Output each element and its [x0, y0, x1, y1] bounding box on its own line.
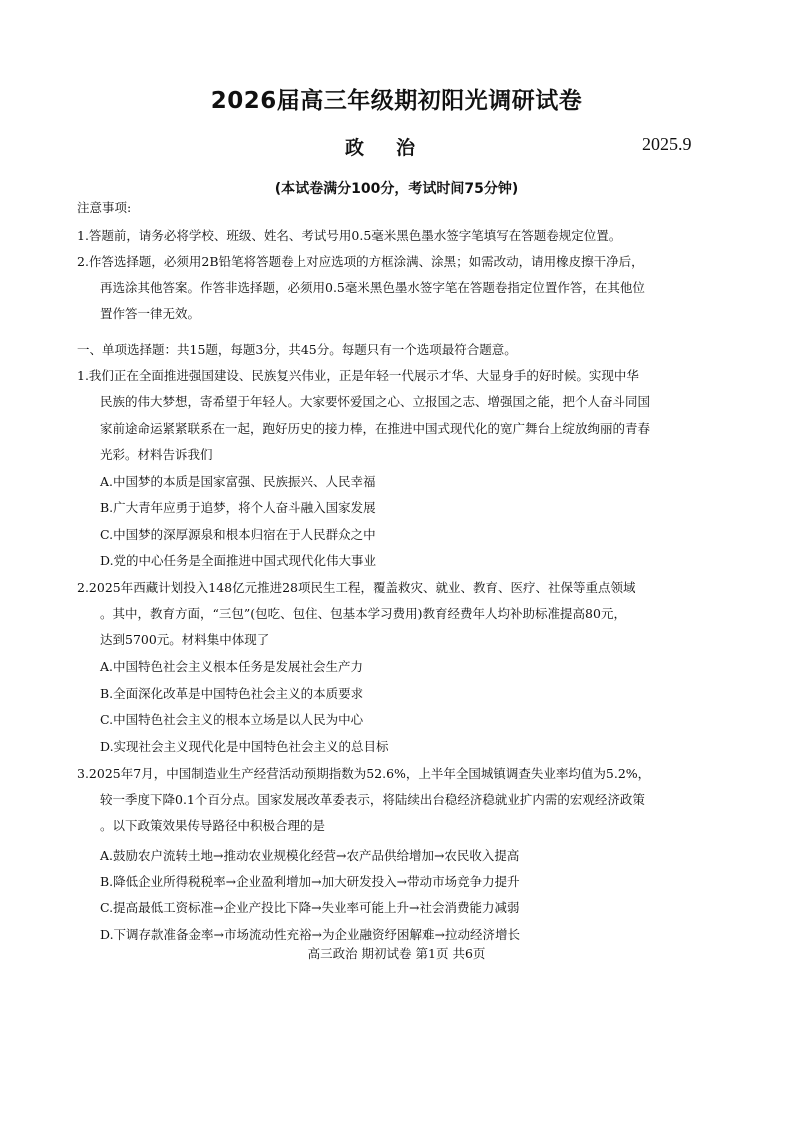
question-3-line: 。以下政策效果传导路径中积极合理的是: [100, 818, 326, 833]
note-line: 2.作答选择题，必须用2B铅笔将答题卷上对应选项的方框涂满、涂黑；如需改动，请用橡皮擦干净后，: [77, 254, 644, 269]
section-heading: 一、单项选择题：共15题，每题3分，共45分。每题只有一个选项最符合题意。: [77, 342, 517, 357]
question-2-line: 。其中，教育方面，“三包”(包吃、包住、包基本学习费用)教育经费年人均补助标准提高80元，: [100, 606, 626, 621]
question-3-line: 较一季度下降0.1个百分点。国家发展改革委表示，将陆续出台稳经济稳就业扩内需的宏观经济政策: [100, 792, 645, 807]
question-2-option-a[interactable]: A.中国特色社会主义根本任务是发展社会生产力: [100, 659, 364, 674]
question-2-option-c[interactable]: C.中国特色社会主义的根本立场是以人民为中心: [100, 712, 364, 727]
question-3-option-d[interactable]: D.下调存款准备金率→市场流动性充裕→为企业融资纾困解难→拉动经济增长: [100, 927, 520, 942]
notes-title: 注意事项:: [77, 200, 132, 215]
question-2-option-d[interactable]: D.实现社会主义现代化是中国特色社会主义的总目标: [100, 739, 389, 754]
question-2-line: 达到5700元。材料集中体现了: [100, 632, 270, 647]
question-1-line: 家前途命运紧紧联系在一起，跑好历史的接力棒，在推进中国式现代化的宽广舞台上绽放绚丽的青春: [100, 421, 651, 436]
question-1-line: 1.我们正在全面推进强国建设、民族复兴伟业，正是年轻一代展示才华、大显身手的好时候。实现中华: [77, 368, 639, 383]
question-3-line: 3.2025年7月，中国制造业生产经营活动预期指数为52.6%，上半年全国城镇调查失业率均值为5.2%，: [77, 766, 651, 781]
question-1-line: 民族的伟大梦想，寄希望于年轻人。大家要怀爱国之心、立报国之志、增强国之能，把个人奋斗同国: [100, 394, 651, 409]
question-1-option-a[interactable]: A.中国梦的本质是国家富强、民族振兴、人民幸福: [100, 474, 376, 489]
page-footer: 高三政治 期初试卷 第1页 共6页: [307, 946, 486, 961]
question-1-option-d[interactable]: D.党的中心任务是全面推进中国式现代化伟大事业: [100, 553, 377, 568]
question-2-option-b[interactable]: B.全面深化改革是中国特色社会主义的本质要求: [100, 686, 364, 701]
question-2-line: 2.2025年西藏计划投入148亿元推进28项民生工程，覆盖救灾、就业、教育、医疗、社保等重点领域: [77, 580, 636, 595]
exam-title: 2026届高三年级期初阳光调研试卷: [210, 88, 583, 114]
note-line: 再选涂其他答案。作答非选择题，必须用0.5毫米黑色墨水签字笔在答题卷指定位置作答，在其他位: [100, 280, 645, 295]
subject-label: 政治: [345, 137, 448, 159]
exam-date: 2025.9: [642, 134, 692, 154]
question-1-line: 光彩。材料告诉我们: [100, 447, 213, 462]
question-1-option-b[interactable]: B.广大青年应勇于追梦，将个人奋斗融入国家发展: [100, 500, 376, 515]
note-line: 置作答一律无效。: [100, 306, 201, 321]
question-1-option-c[interactable]: C.中国梦的深厚源泉和根本归宿在于人民群众之中: [100, 527, 376, 542]
note-line: 1.答题前，请务必将学校、班级、姓名、考试号用0.5毫米黑色墨水签字笔填写在答题卷规定位置。: [77, 228, 622, 243]
question-3-option-c[interactable]: C.提高最低工资标准→企业产投比下降→失业率可能上升→社会消费能力减弱: [100, 900, 520, 915]
exam-info: (本试卷满分100分，考试时间75分钟): [274, 181, 519, 197]
question-3-option-a[interactable]: A.鼓励农户流转土地→推动农业规模化经营→农产品供给增加→农民收入提高: [100, 848, 520, 863]
question-3-option-b[interactable]: B.降低企业所得税税率→企业盈利增加→加大研发投入→带动市场竞争力提升: [100, 874, 520, 889]
